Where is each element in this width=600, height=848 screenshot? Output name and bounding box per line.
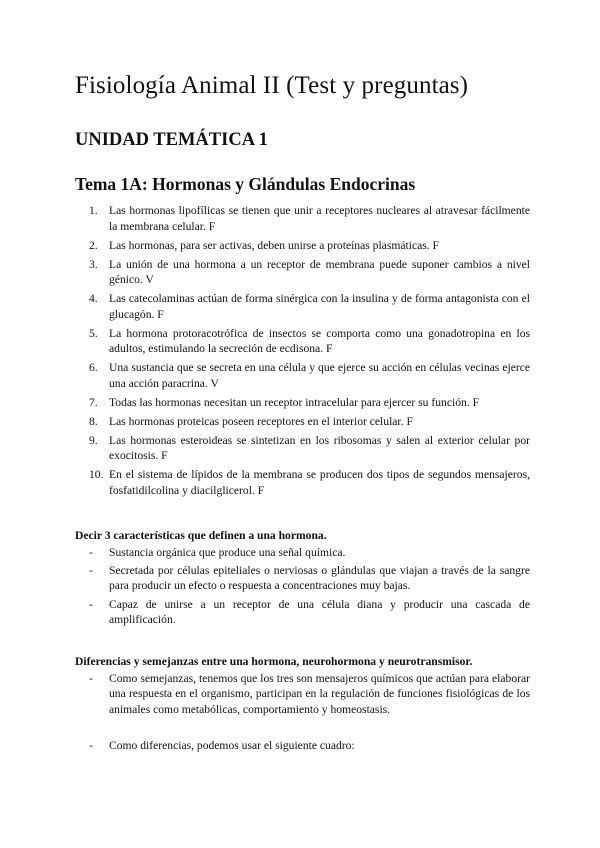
test-item: [75, 203, 530, 234]
answer-item: [75, 738, 530, 754]
answer-list: [75, 671, 530, 754]
bullet-dash: -: [89, 597, 93, 611]
item-number: 7.: [89, 395, 98, 409]
test-item: [75, 414, 530, 430]
answer-text: Como semejanzas, tenemos que los tres son mensajeros químicos que actúan para elaborar una respuesta en el organismo, participan en la regulación de funciones fisiológicas de los animales como metabólicas, comportamiento y homeostasis.: [109, 671, 530, 716]
item-number: 5.: [89, 326, 98, 340]
item-text: Las hormonas, para ser activas, deben unirse a proteínas plasmáticas. F: [109, 238, 439, 252]
answer-text: Secretada por células epiteliales o nerviosas o glándulas que viajan a través de la sangre para producir un efecto o respuesta a concentraciones muy bajas.: [109, 563, 530, 593]
item-text: Todas las hormonas necesitan un receptor intracelular para ejercer su función. F: [109, 395, 480, 409]
item-text: La unión de una hormona a un receptor de membrana puede suponer cambios a nivel génico. V: [109, 257, 530, 287]
test-question-list: [75, 203, 530, 502]
item-text: Las hormonas proteicas poseen receptores en el interior celular. F: [109, 414, 413, 428]
item-number: 2.: [89, 238, 98, 252]
topic-heading: Tema 1A: Hormonas y Glándulas Endocrinas: [75, 174, 416, 194]
item-text: En el sistema de lípidos de la membrana se producen dos tipos de segundos mensajeros, fosfatidilcolina y diacilglicerol. F: [109, 468, 530, 498]
item-text: Una sustancia que se secreta en una célula y que ejerce su acción en células vecinas ejerce una acción paracrina. V: [109, 361, 530, 390]
test-item: [75, 433, 530, 464]
item-text: Las catecolaminas actúan de forma sinérgica con la insulina y de forma antagonista con el glucagón. F: [109, 292, 530, 321]
item-text: La hormona protoracotrófica de insectos se comporta como una gonadotropina en los adultos, estimulando la secreción de ecdisona. F: [109, 326, 530, 356]
answer-text: Capaz de unirse a un receptor de una célula diana y producir una cascada de amplificación.: [109, 597, 530, 627]
test-item: [75, 291, 530, 322]
test-item: [75, 238, 530, 254]
answer-text: Como diferencias, podemos usar el siguiente cuadro:: [109, 738, 355, 752]
test-item: [75, 360, 530, 391]
question-heading: Decir 3 características que definen a una hormona.: [75, 529, 327, 542]
question-differences: [75, 654, 530, 756]
bullet-dash: -: [89, 563, 93, 577]
item-number: 3.: [89, 257, 98, 271]
test-item: [75, 395, 530, 411]
question-heading: Diferencias y semejanzas entre una hormona, neurohormona y neurotransmisor.: [75, 655, 473, 668]
item-number: 8.: [89, 414, 98, 428]
item-text: Las hormonas esteroideas se sintetizan en los ribosomas y salen al exterior celular por exocitosis. F: [109, 433, 530, 463]
bullet-dash: -: [89, 545, 93, 559]
item-text: Las hormonas lipofílicas se tienen que unir a receptores nucleares al atravesar fácilmente la membrana celular. F: [109, 204, 530, 233]
bullet-dash: -: [89, 671, 93, 685]
item-number: 6.: [89, 361, 98, 375]
spacer: [75, 720, 530, 735]
answer-item: [75, 545, 530, 561]
answer-item: [75, 671, 530, 718]
test-item: [75, 467, 530, 498]
unit-heading: UNIDAD TEMÁTICA 1: [75, 130, 268, 150]
answer-item: [75, 563, 530, 594]
question-characteristics: [75, 528, 530, 630]
item-number: 10.: [89, 468, 104, 482]
item-number: 1.: [89, 204, 98, 217]
answer-item: [75, 597, 530, 628]
test-item: [75, 257, 530, 288]
item-number: 9.: [89, 433, 98, 447]
answer-list: [75, 545, 530, 628]
test-item: [75, 326, 530, 357]
answer-text: Sustancia orgánica que produce una señal química.: [109, 545, 346, 559]
bullet-dash: -: [89, 738, 93, 752]
item-number: 4.: [89, 292, 98, 306]
document-title: Fisiología Animal II (Test y preguntas): [75, 72, 469, 99]
